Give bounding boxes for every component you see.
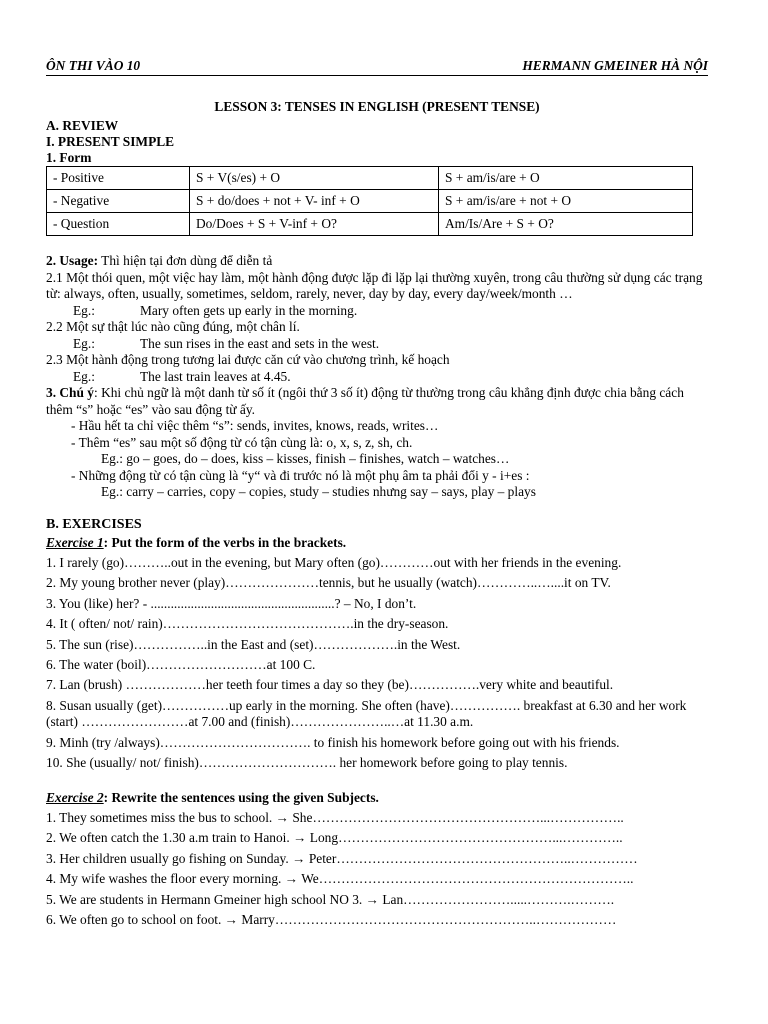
note-text: : Khi chủ ngữ là một danh từ số ít (ngôi thứ 3 số ít) động từ thường trong câu khẳng định được chia bằng cách thêm “s” hoặc “es” vào sau động từ ấy. xyxy=(46,385,684,417)
list-item: 6. The water (boil)………………………at 100 C. xyxy=(46,656,316,672)
eg-label: Eg.: xyxy=(73,335,95,351)
table-row xyxy=(47,190,693,213)
note-bullet-2-example: Eg.: go – goes, do – does, kiss – kisses, finish – finishes, watch – watches… xyxy=(101,451,510,466)
header-left: ÔN THI VÀO 10 xyxy=(46,58,141,73)
list-item: 4. My wife washes the floor every morning. → We…………………………………………………………….. xyxy=(46,871,634,887)
eg-label: Eg.: xyxy=(73,368,95,384)
form-heading: 1. Form xyxy=(46,150,92,165)
list-item: 1. They sometimes miss the bus to school. → She……………………………………………...…………….. xyxy=(46,809,624,825)
note-label: 3. Chú ý xyxy=(46,385,94,400)
form-table xyxy=(46,166,693,236)
list-item: 5. We are students in Hermann Gmeiner high school NO 3. → Lan…………………….....……….………. xyxy=(46,891,615,907)
lesson-title: LESSON 3: TENSES IN ENGLISH (PRESENT TENSE) xyxy=(214,99,540,114)
list-item: 3. You (like) her? - .......................................................? – No, I don’t. xyxy=(46,595,417,611)
section-b-heading: B. EXERCISES xyxy=(46,516,142,532)
usage-2-2: 2.2 Một sự thật lúc nào cũng đúng, một chân lí. xyxy=(46,319,300,334)
exercise-1 xyxy=(46,533,708,774)
list-item: 7. Lan (brush) ………………her teeth four times a day so they (be)…………….very white and beautiful. xyxy=(46,677,614,693)
exercise-2-instruction: : Rewrite the sentences using the given Subjects. xyxy=(103,789,379,805)
eg-text: The last train leaves at 4.45. xyxy=(140,368,291,384)
list-item: 10. She (usually/ not/ finish)…………………………. her homework before going to play tennis. xyxy=(46,755,568,771)
list-item: 1. I rarely (go)………..out in the evening, but Mary often (go)…………out with her friends in the evening. xyxy=(46,554,622,570)
table-cell: S + am/is/are + O xyxy=(439,167,693,190)
example-line xyxy=(46,303,708,320)
list-item: 2. My young brother never (play)…………………tennis, but he usually (watch)…………..…....it on TV. xyxy=(46,575,611,591)
table-row xyxy=(47,213,693,236)
list-item: 3. Her children usually go fishing on Sunday. → Peter……………………………………………..…………… xyxy=(46,850,638,866)
exercise-2-title xyxy=(46,788,708,808)
exercise-2-name: Exercise 2 xyxy=(46,789,104,805)
table-cell: S + am/is/are + not + O xyxy=(439,190,693,213)
usage-2-3: 2.3 Một hành động trong tương lai được căn cứ vào chương trình, kế hoạch xyxy=(46,352,450,367)
table-cell: Am/Is/Are + S + O? xyxy=(439,213,693,236)
exercise-1-instruction: : Put the form of the verbs in the brackets. xyxy=(103,534,347,550)
usage-intro xyxy=(46,253,708,270)
header-right: HERMANN GMEINER HÀ NỘI xyxy=(522,58,708,73)
section-a-heading: A. REVIEW xyxy=(46,118,119,133)
note-paragraph xyxy=(46,385,708,418)
usage-intro-text: Thì hiện tại đơn dùng để diễn tả xyxy=(98,253,273,268)
table-cell: S + V(s/es) + O xyxy=(190,167,439,190)
note-bullet-3: - Những động từ có tận cùng là “y“ và đi trước nó là một phụ âm ta phải đổi y - i+es : xyxy=(71,467,530,483)
list-item: 2. We often catch the 1.30 a.m train to Hanoi. → Long…………………………………………...………….. xyxy=(46,830,623,846)
table-cell: - Question xyxy=(47,213,190,236)
table-row xyxy=(47,167,693,190)
list-item: 9. Minh (try /always)……………………………. to finish his homework before going out with his friends. xyxy=(46,734,620,750)
eg-label: Eg.: xyxy=(73,302,95,318)
note-bullet-1: - Hầu hết ta chỉ việc thêm “s”: sends, invites, knows, reads, writes… xyxy=(71,418,439,433)
usage-2-1: 2.1 Một thói quen, một việc hay làm, một hành động được lặp đi lặp lại thường xuyên, trong câu thường sử dụng các trạng từ: always, often, usually, sometimes, seldom, rarely, never, day by day, every day/week/month … xyxy=(46,269,703,301)
list-item: 6. We often go to school on foot. → Marry…………………………………………………..……………… xyxy=(46,912,617,927)
note-bullet-3-example: Eg.: carry – carries, copy – copies, study – studies nhưng say – says, play – plays xyxy=(101,484,536,499)
table-cell: - Positive xyxy=(47,167,190,190)
eg-text: The sun rises in the east and sets in the west. xyxy=(140,335,380,351)
usage-label: 2. Usage: xyxy=(46,253,99,268)
exercise-1-title xyxy=(46,533,708,553)
list-item: 4. It ( often/ not/ rain)…………………………………….in the dry-season. xyxy=(46,616,449,632)
table-cell: S + do/does + not + V- inf + O xyxy=(190,190,439,213)
example-line xyxy=(46,369,708,386)
exercise-1-name: Exercise 1 xyxy=(46,534,104,550)
document-page xyxy=(46,58,708,930)
example-line xyxy=(46,336,708,353)
list-item: 5. The sun (rise)……………..in the East and (set)……………….in the West. xyxy=(46,636,461,652)
table-cell: - Negative xyxy=(47,190,190,213)
eg-text: Mary often gets up early in the morning. xyxy=(140,302,358,318)
page-header xyxy=(46,58,708,76)
table-cell: Do/Does + S + V-inf + O? xyxy=(190,213,439,236)
list-item: 8. Susan usually (get)……………up early in the morning. She often (have)……………. breakfast at 6.30 and her work (start) ……………………at 7.00 and (finish)…………………..…at 11.30 a.m. xyxy=(46,697,687,730)
note-bullet-2: - Thêm “es” sau một số động từ có tận cùng là: o, x, s, z, sh, ch. xyxy=(71,434,413,450)
present-simple-heading: I. PRESENT SIMPLE xyxy=(46,134,175,149)
exercise-2 xyxy=(46,788,708,931)
